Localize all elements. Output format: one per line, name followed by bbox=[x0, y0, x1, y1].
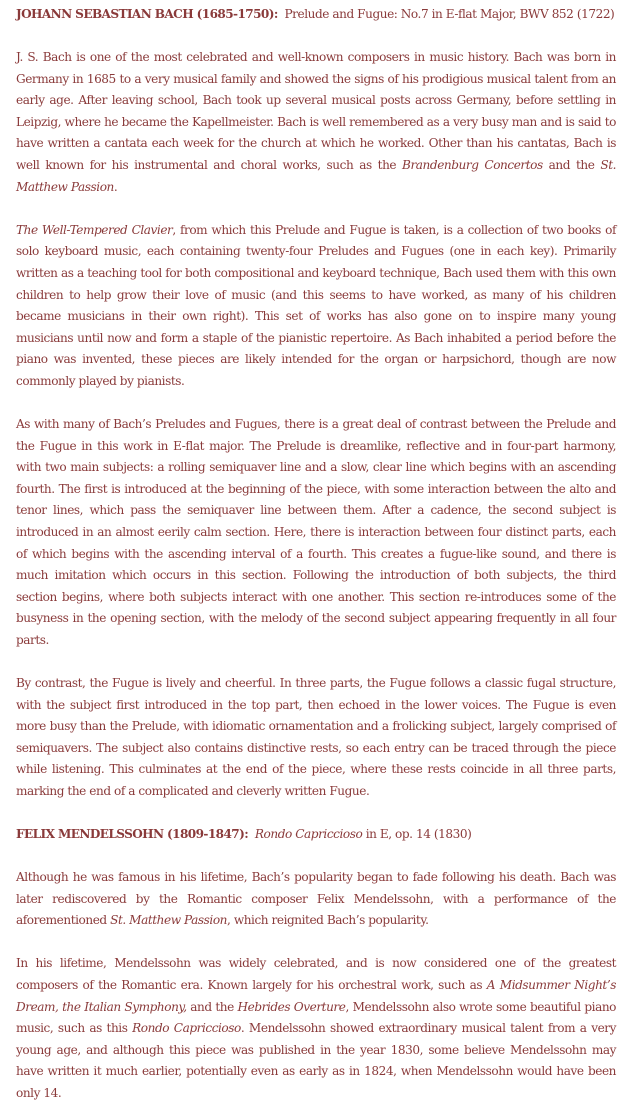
italic-title: St. Matthew Passion bbox=[16, 158, 617, 194]
italic-title: St. Matthew Passion bbox=[110, 913, 228, 928]
italic-title: Rondo Capriccioso bbox=[132, 1021, 241, 1036]
text: Although he was famous in his lifetime, Bach’s popularity began to fade following his death. Bach was later rediscovered by the Romantic composer Felix Mendelssohn, with a performance of the aforementioned bbox=[16, 870, 616, 928]
bach-paragraph-1 bbox=[16, 47, 616, 198]
bach-composer-name: JOHANN SEBASTIAN BACH (1685-1750): bbox=[16, 7, 278, 21]
mendelssohn-work-details: in E, op. 14 (1830) bbox=[362, 827, 472, 842]
bach-paragraph-2 bbox=[16, 220, 616, 393]
mendelssohn-paragraph-1 bbox=[16, 867, 616, 932]
text: , from which this Prelude and Fugue is taken, is a collection of two books of solo keyboard music, each containing twenty-four Preludes and Fugues (one in each key). Primarily written as a teaching tool for both compositional and keyboard technique, Bach used them with this own children to help grow their love of music (and this seems to have worked, as many of his children became musicians in their own right). This set of works has also gone on to inspire many young musicians until now and form a staple of the pianistic repertoire. As Bach inhabited a period before the piano was invented, these pieces are likely intended for the organ or harpsichord, though are now commonly played by pianists. bbox=[16, 222, 616, 388]
italic-title: Brandenburg Concertos bbox=[402, 158, 543, 173]
bach-paragraph-4: By contrast, the Fugue is lively and cheerful. In three parts, the Fugue follows a classic fugal structure, with the subject first introduced in the top part, then echoed in the lower voices. The Fugue is even more busy than the Prelude, with idiomatic ornamentation and a frolicking subject, largely comprised of semiquavers. The subject also contains distinctive rests, so each entry can be traced through the piece while listening. This culminates at the end of the piece, where these rests coincide in all three parts, marking the end of a complicated and cleverly written Fugue. bbox=[16, 676, 616, 798]
bach-heading bbox=[16, 4, 616, 26]
document-page bbox=[16, 4, 616, 1105]
text: , which reignited Bach’s popularity. bbox=[227, 913, 429, 928]
text: . Mendelssohn showed extraordinary musical talent from a very young age, and although this piece was published in the year 1830, some believe Mendelssohn may have written it much earlier, potentially even as early as in 1824, when Mendelssohn would have been only 14. bbox=[16, 1021, 616, 1101]
mendelssohn-section bbox=[16, 824, 616, 1105]
bach-work-title: Prelude and Fugue: No.7 in E-flat Major, BWV 852 (1722) bbox=[284, 7, 615, 21]
text: and the bbox=[542, 158, 601, 173]
text: , Mendelssohn also wrote some beautiful piano music, such as this bbox=[16, 999, 617, 1036]
italic-title: A Midsummer Night’s Dream, the Italian Symphony, bbox=[16, 978, 616, 1014]
text: . bbox=[113, 179, 118, 194]
text: In his lifetime, Mendelssohn was widely celebrated, and is now considered one of the greatest composers of the Romantic era. Known largely for his orchestral work, such as bbox=[16, 956, 616, 993]
mendelssohn-heading bbox=[16, 824, 616, 846]
italic-title: The Well-Tempered Clavier bbox=[16, 222, 173, 237]
mendelssohn-work-title: Rondo Capriccioso bbox=[254, 827, 363, 842]
bach-paragraph-3: As with many of Bach’s Preludes and Fugues, there is a great deal of contrast between the Prelude and the Fugue in this work in E-flat major. The Prelude is dreamlike, reflective and in four-part harmony, with two main subjects: a rolling semiquaver line and a slow, clear line which begins with an ascending fourth. The first is introduced at the beginning of the piece, with some interaction between the alto and tenor lines, which pass the semiquaver line between them. After a cadence, the second subject is introduced in an almost eerily calm section. Here, there is interaction between four distinct parts, each of which begins with the ascending interval of a fourth. This creates a fugue-like sound, and there is much imitation which occurs in this section. Following the introduction of both subjects, the third section begins, where both subjects interact with one another. This section re-introduces some of the busyness in the opening section, with the melody of the second subject appearing frequently in all four parts. bbox=[16, 417, 616, 647]
mendelssohn-composer-name: FELIX MENDELSSOHN (1809-1847): bbox=[16, 827, 249, 842]
text: J. S. Bach is one of the most celebrated and well-known composers in music history. Bach was born in Germany in 1685 to a very musical family and showed the signs of his prodigious musical talent from an early age. After leaving school, Bach took up several musical posts across Germany, before settling in Leipzig, where he became the Kapellmeister. Bach is well remembered as a very busy man and is said to have written a cantata each week for the church at which he worked. Other than his cantatas, Bach is well known for his instrumental and choral works, such as the bbox=[16, 50, 616, 173]
italic-title: Hebrides Overture bbox=[237, 999, 346, 1014]
mendelssohn-paragraph-2 bbox=[16, 953, 616, 1104]
bach-section bbox=[16, 4, 616, 803]
text: and the bbox=[186, 999, 238, 1014]
